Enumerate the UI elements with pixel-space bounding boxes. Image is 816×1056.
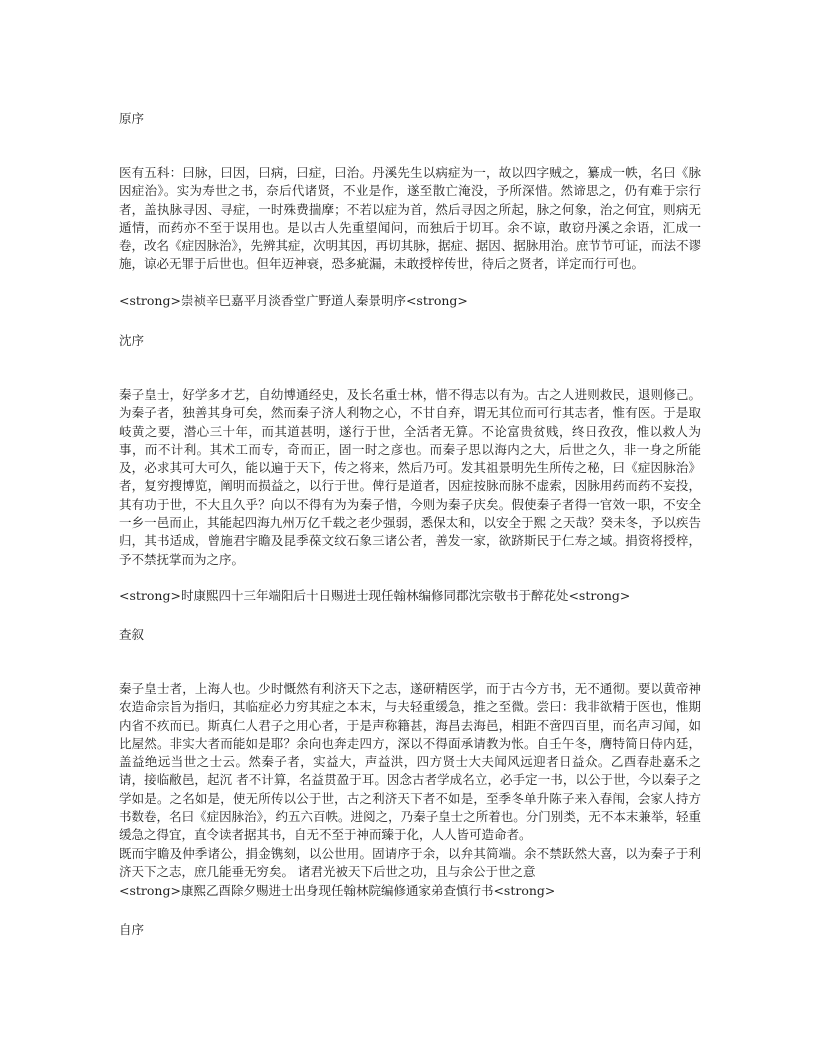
section-paragraph: 医有五科：曰脉，曰因，曰病，曰症，曰治。丹溪先生以病症为一，故以四字贼之，纂成一帙，名曰《脉因症治》。实为寿世之书，奈后代诸贤，不业是作，遂至散亡淹没，予所深惜。然谛思之，仍有难于宗行者，盖执脉寻因、寻症，一时殊费揣摩；不若以症为首，然后寻因之所起，脉之何象，治之何宜，则病无遁情，而药亦不至于误用也。是以古人先重望闻问，而独后于切耳。余不谅，敢窃丹溪之余语，汇成一卷，改名《症因脉治》，先辨其症，次明其因，再切其脉，据症、据因、据脉用治。庶节节可证，而法不谬施，谅必无罪于后世也。但年迈神衰，恐多疵漏，未敢授梓传世，待后之贤者，详定而行可也。	[119, 165, 701, 272]
section-signature: <strong>时康熙四十三年端阳后十日赐进士现任翰林编修同郡沈宗敬书于醉花处<strong>	[119, 588, 631, 603]
section-signature: <strong>崇祯辛巳嘉平月淡香堂广野道人秦景明序<strong>	[119, 293, 468, 308]
section-paragraph: 秦子皇士者，上海人也。少时慨然有利济天下之志，遂研精医学，而于古今方书，无不通彻。要以黄帝神农造命宗旨为指归，其临症必力穷其症之本末，与夫轻重缓急，推之至微。尝曰：我非欲精于医也，惟期内省不疚而已。斯真仁人君子之用心者，于是声称籍甚，海昌去海邑，相距不啻四百里，而名声习闻，如比屋然。非实大者而能如是耶？余向也奔走四方，深以不得面承请教为怅。自壬午冬，膺特简日侍内廷，盖益绝远当世之士云。然秦子者，实益大，声益洪，四方贤士大夫闻风远迎者日益众。乙酉春赴嘉禾之请，接临敝邑，起沉 者不计算，名益贯盈于耳。因念古者学成名立，必手定一书，以公于世，今以秦子之学如是。之名如是，使无所传以公于世，古之利济天下者不如是，至季冬单升陈子来入春闱，会家人持方书数卷，名曰《症因脉治》，约五六百帙。进阅之，乃秦子皇士之所着也。分门别类，无不本末兼举，轻重缓急之得宜，直令读者据其书，自无不至于神而臻于化，人人皆可造命者。	[119, 681, 701, 843]
section-heading-yuanxu: 原序	[119, 111, 145, 126]
section-paragraph: 既而宇瞻及仲季诸公，捐金镌刻，以公世用。固请序于余，以弁其简端。余不禁跃然大喜，以为秦子于利济天下之志，庶几能垂无穷矣。 诸君光被天下后世之功，且与余公于世之意	[119, 846, 701, 880]
section-signature: <strong>康熙乙酉除夕赐进士出身现任翰林院编修通家弟查慎行书<strong>	[119, 883, 556, 898]
section-heading-zixu: 自序	[119, 922, 145, 937]
section-heading-chaxu: 查叙	[119, 627, 145, 642]
section-heading-shenxu: 沈序	[119, 333, 145, 348]
section-paragraph: 秦子皇士，好学多才艺，自幼博通经史，及长名重士林，惜不得志以有为。古之人进则救民，退则修己。为秦子者，独善其身可矣，然而秦子济人利物之心，不甘自弃，谓无其位而可行其志者，惟有医。于是取岐黄之要，潜心三十年，而其道甚明，遂行于世，全活者无算。不论富贵贫贱，终日孜孜，惟以救人为事，而不计利。其术工而专，奇而正，固一时之彦也。而秦子思以海内之大，后世之久，非一身之所能及，必求其可大可久，能以遍于天下，传之将来，然后乃可。发其祖景明先生所传之秘，曰《症因脉治》者，复穷搜博览，阐明而损益之，以行于世。俾行是道者，因症按脉而脉不虚索，因脉用药而药不妄投，其有功于世，不大且久乎？向以不得有为为秦子惜，今则为秦子庆矣。假使秦子者得一官效一职，不安全一乡一邑而止，其能起四海九州万亿千载之老少强弱，悉保太和，以安全于熙 之天哉？癸未冬，予以疾告归，其书适成，曾施君宇瞻及昆季葆文纹石象三诸公者，善发一家，欲跻斯民于仁寿之域。捐资将授梓，予不禁抚掌而为之序。	[119, 387, 701, 567]
